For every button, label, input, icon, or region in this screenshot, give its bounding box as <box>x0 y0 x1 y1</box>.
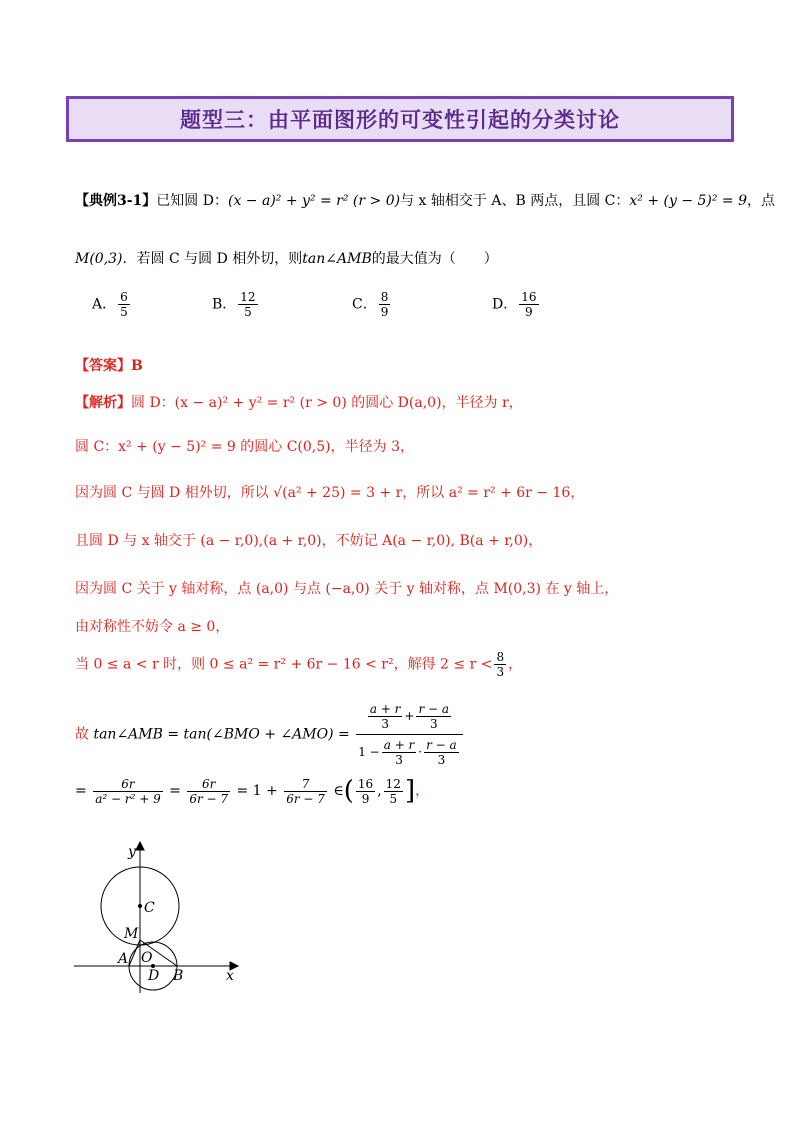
label-o: O <box>141 950 153 966</box>
tan-sum-expression: tan∠AMB = tan(∠BMO + ∠AMO) = <box>93 726 350 743</box>
answer-line <box>75 355 143 375</box>
problem-text-4: ．若圆 C 与圆 D 相外切，则 <box>122 251 303 267</box>
l9-in: ∈ <box>333 783 344 799</box>
circle-figure <box>70 838 250 998</box>
solution-text-5: 因为圆 C 关于 y 轴对称，点 (a,0) 与点 (−a,0) 关于 y 轴对称，点 M(0,3) 在 y 轴上， <box>75 581 619 597</box>
option-d-denominator: 9 <box>525 305 533 319</box>
label-x: x <box>226 968 234 984</box>
problem-text-3: ，点 <box>747 193 776 209</box>
compound-fraction: $\frac{a + r}{3}$ + $\frac{r - a}{3}$ 1 − $\frac{a + r}{3}$ · $\frac{r - a}{3}$ <box>356 702 463 767</box>
option-b-denominator: 5 <box>244 305 252 319</box>
option-c[interactable] <box>352 290 392 319</box>
l9-frac-3-num: 7 <box>284 777 327 792</box>
circle-d-equation: (x − a)² + y² = r² (r > 0) <box>227 193 401 209</box>
label-b: B <box>173 968 184 984</box>
problem-line-2 <box>75 248 498 268</box>
problem-text-2: 与 x 轴相交于 A、B 两点，且圆 C： <box>400 193 630 209</box>
y-axis-arrow <box>136 842 144 850</box>
problem-line-1 <box>75 190 775 210</box>
l9-frac-2-num: 6r <box>187 777 230 792</box>
solution-text-3: 因为圆 C 与圆 D 相外切，所以 √(a² + 25) = 3 + r，所以 a² = r² + 6r − 16， <box>75 485 585 501</box>
solution-tag: 【解析】 <box>75 395 131 411</box>
compound-num-b: r − a <box>418 702 450 716</box>
label-y: y <box>128 844 136 860</box>
l9-frac-3-den: 6r − 7 <box>286 791 325 806</box>
label-d: D <box>148 968 160 984</box>
option-b-numerator: 12 <box>240 290 256 304</box>
l9-mid: = 1 + <box>236 783 278 799</box>
compound-den-a-den: 3 <box>395 753 403 767</box>
answer-tag: 【答案】 <box>75 358 131 374</box>
option-a[interactable] <box>92 290 132 319</box>
solution-line-2 <box>75 436 414 456</box>
solution-text-8-prefix: 故 <box>75 726 89 743</box>
solution-text-2: 圆 C：x² + (y − 5)² = 9 的圆心 C(0,5)，半径为 3， <box>75 439 414 455</box>
l9-eq-2: = <box>169 783 181 799</box>
solution-line-6 <box>75 616 229 636</box>
option-d-label: D． <box>492 296 518 313</box>
solution-text-1: 圆 D：(x − a)² + y² = r² (r > 0) 的圆心 D(a,0)，半径为 r， <box>131 395 523 411</box>
problem-tag: 【典例3-1】 <box>75 193 157 209</box>
solution-line-4 <box>75 530 542 550</box>
option-c-label: C． <box>352 296 377 313</box>
label-c: C <box>144 900 155 916</box>
solution-text-6: 由对称性不妨令 a ≥ 0， <box>75 619 230 635</box>
option-a-denominator: 5 <box>120 305 128 319</box>
l9-frac-1-num: 6r <box>93 777 163 792</box>
l9-eq-1: = <box>75 783 87 799</box>
solution-line-5 <box>75 578 618 598</box>
label-m: M <box>124 926 139 942</box>
bound-numerator: 8 <box>496 650 505 664</box>
interval-a-num: 16 <box>357 776 374 791</box>
compound-num-a: a + r <box>369 702 401 716</box>
option-a-numerator: 6 <box>120 290 128 304</box>
center-c-dot <box>138 904 142 908</box>
circle-c-equation: x² + (y − 5)² = 9 <box>629 193 748 209</box>
interval-open: ( <box>343 776 354 806</box>
target-expression: tan∠AMB <box>302 251 372 267</box>
solution-text-4: 且圆 D 与 x 轴交于 (a − r,0),(a + r,0)，不妨记 A(a − r,0), B(a + r,0)， <box>75 533 543 549</box>
solution-line-7: 当 0 ≤ a < r 时，则 0 ≤ a² = r² + 6r − 16 < r²，解得 2 ≤ r < $\frac{8}{3}$ ， <box>75 650 523 679</box>
l9-frac-1-den: a² − r² + 9 <box>95 791 161 806</box>
problem-text-1: 已知圆 D： <box>156 193 228 209</box>
answer-value: B <box>131 358 143 374</box>
interval-b-num: 12 <box>385 776 401 791</box>
problem-text-5: 的最大值为（ ） <box>371 251 498 267</box>
label-a: A <box>118 951 129 967</box>
section-banner <box>66 96 734 142</box>
interval-a-den: 9 <box>361 791 370 806</box>
option-d-numerator: 16 <box>521 290 537 304</box>
option-c-numerator: 8 <box>380 290 389 304</box>
section-title: 题型三：由平面图形的可变性引起的分类讨论 <box>180 108 620 132</box>
interval-b-den: 5 <box>389 791 398 806</box>
option-b-label: B． <box>212 296 237 313</box>
point-m: M(0,3) <box>75 251 123 267</box>
solution-text-7: 当 0 ≤ a < r 时，则 0 ≤ a² = r² + 6r − 16 < r²，解得 2 ≤ r < <box>75 656 493 673</box>
compound-den-b: r − a <box>426 738 457 752</box>
option-b[interactable] <box>212 290 260 319</box>
compound-num-b-den: 3 <box>429 717 438 731</box>
compound-num-a-den: 3 <box>381 717 389 731</box>
solution-line-1 <box>75 392 523 412</box>
l9-frac-2-den: 6r − 7 <box>189 791 229 806</box>
solution-line-9: = $\frac{6r}{\text{a² − r² + 9}}$ = $\frac{6r}{6r - 7}$ = 1 + $\frac{7}{6r - 7}$ ∈( $\frac{16}{9}$ , $\frac{12}{5}$ ]， <box>75 776 430 806</box>
interval-close: ] <box>404 776 416 806</box>
compound-den-a: a + r <box>383 738 415 752</box>
option-c-denominator: 9 <box>380 305 389 319</box>
compound-den-lead: 1 − <box>358 745 380 759</box>
solution-line-8 <box>75 702 465 767</box>
l9-end: ， <box>415 783 430 799</box>
compound-den-b-den: 3 <box>437 753 446 767</box>
bound-denominator: 3 <box>496 665 505 679</box>
option-a-label: A． <box>92 296 117 313</box>
option-d[interactable] <box>492 290 541 319</box>
solution-line-3 <box>75 482 584 502</box>
